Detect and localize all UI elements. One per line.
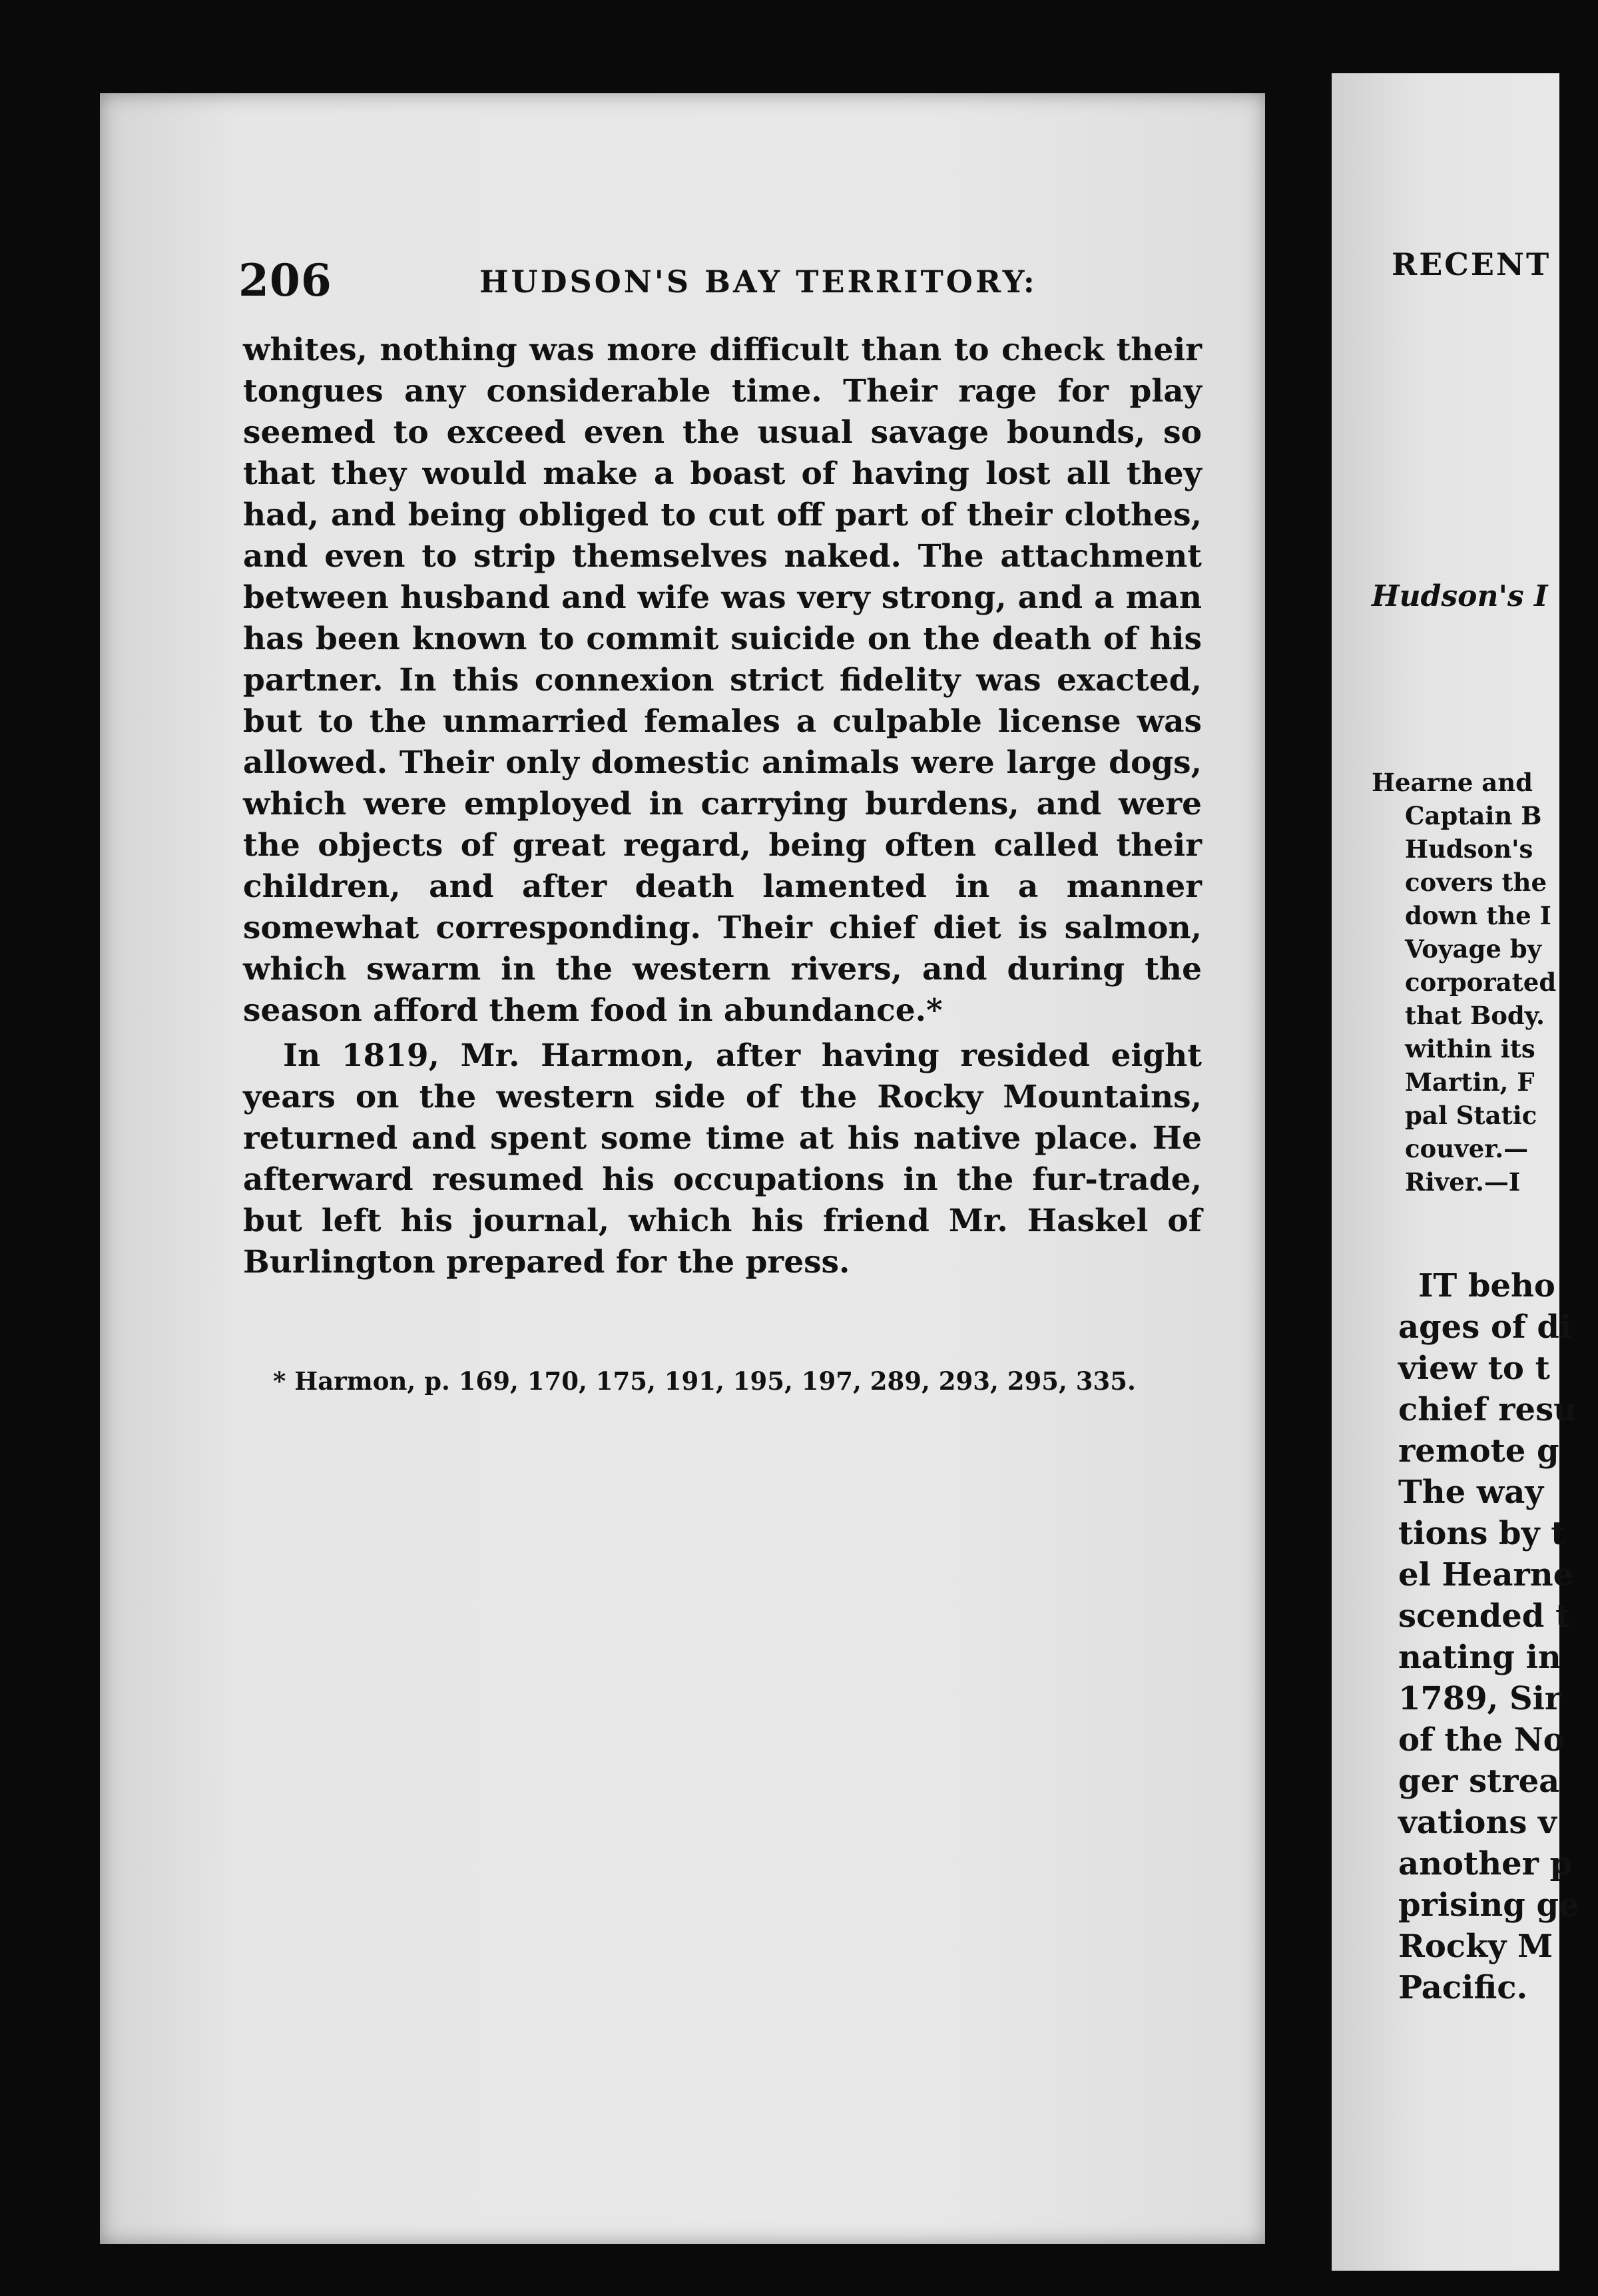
summary-line: down the I [1405,901,1551,930]
summary-line: River.—I [1405,1167,1521,1197]
body-line: of the No [1398,1721,1565,1759]
right-body-text [1398,1265,1598,2008]
summary-line: couver.— [1405,1134,1529,1163]
summary-line: Voyage by [1405,934,1542,964]
body-line: vations v [1398,1804,1557,1841]
right-page [1332,73,1579,2271]
body-line: Rocky M [1398,1928,1553,1965]
right-summary [1372,766,1571,1199]
running-head: HUDSON'S BAY TERRITORY: [479,264,1037,300]
body-line: ger strea [1398,1763,1560,1800]
paragraph-2: In 1819, Mr. Harmon, after having resided eight years on the western side of the Rocky Mountains, returned and spent some time at his native place. He afterward resumed his occupations in the fur-trade, but left his journal, which his friend Mr. Haskel of Burlington prepared for the press. [243,1037,1202,1281]
right-section-title: Hudson's I [1372,579,1548,613]
body-line: el Hearne [1398,1556,1574,1593]
body-line: tions by t [1398,1515,1566,1552]
body-line: view to t [1398,1350,1550,1387]
body-line: 1789, Sir [1398,1680,1562,1717]
body-line: nating in [1398,1639,1561,1676]
body-line: Pacific. [1398,1969,1528,2006]
summary-line: Hudson's [1405,834,1533,864]
right-running-head: RECENT [1392,246,1551,282]
body-line: ages of di [1398,1308,1572,1346]
body-line: scended t [1398,1597,1571,1635]
page-header [140,254,1205,308]
summary-line: Hearne and [1372,768,1533,797]
body-line: remote g [1398,1432,1559,1470]
body-line: IT beho [1418,1267,1555,1304]
body-text [243,330,1202,1283]
summary-line: covers the [1405,868,1547,897]
summary-line: Captain B [1405,801,1542,830]
summary-line: pal Static [1405,1101,1537,1130]
body-line: prising ge [1398,1886,1579,1924]
body-line: The way [1398,1474,1544,1511]
summary-line: that Body. [1405,1001,1545,1030]
body-line: chief resu [1398,1391,1577,1428]
summary-line: Martin, F [1405,1067,1535,1097]
paragraph-1: whites, nothing was more difficult than to check their tongues any considerable time. Their rage for play seemed to exceed even the usual savage bounds, so that they would make a boast of having lost all they had, and being obliged to cut off part of their clothes, and even to strip themselves naked. The attachment between husband and wife was very strong, and a man has been known to commit suicide on the death of his partner. In this connexion strict fidelity was exacted, but to the unmarried females a culpable license was allowed. Their only domestic animals were large dogs, which were employed in carrying burdens, and were the objects of great regard, being often called their children, and after death lamented in a manner somewhat corresponding. Their chief diet is salmon, which swarm in the western rivers, and during the season afford them food in abundance.* [243,332,1202,1029]
summary-line: within its [1405,1034,1535,1063]
footnote: * Harmon, p. 169, 170, 175, 191, 195, 197, 289, 293, 295, 335. [273,1366,1136,1396]
body-line: another p [1398,1845,1573,1882]
summary-line: corporated [1405,968,1557,997]
page-number: 206 [238,254,332,306]
